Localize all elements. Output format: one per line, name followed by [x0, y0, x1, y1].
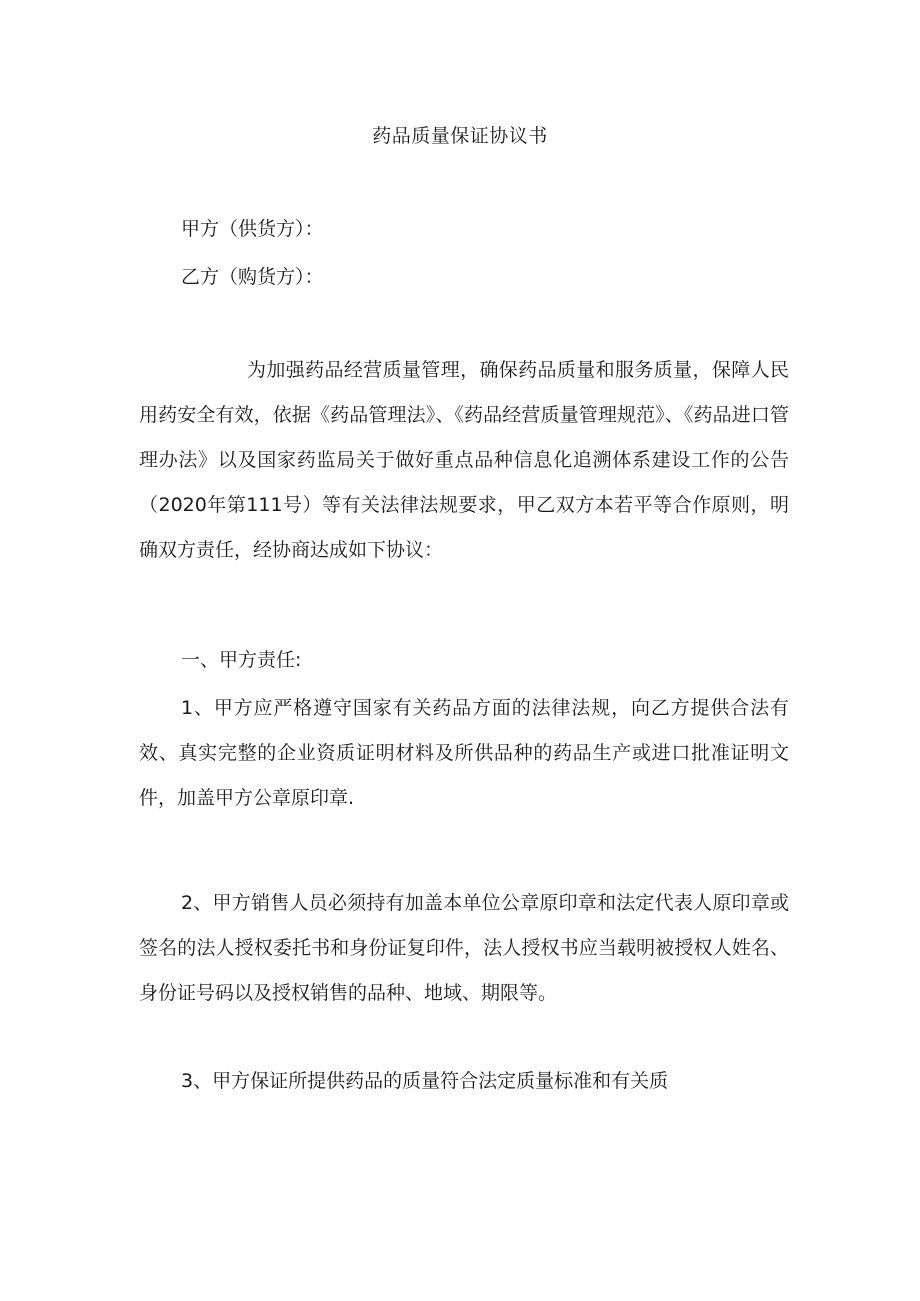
- clause-item-2: 2、甲方销售人员必须持有加盖本单位公章原印章和法定代表人原印章或签名的法人授权委托书和身份证复印件，法人授权书应当载明被授权人姓名、身份证号码以及授权销售的品种、地域、期限等。: [139, 892, 789, 1004]
- section-heading-party-a-responsibility: 一、甲方责任:: [181, 649, 302, 671]
- clause-item-1: 1、甲方应严格遵守国家有关药品方面的法律法规，向乙方提供合法有效、真实完整的企业资质证明材料及所供品种的药品生产或进口批准证明文件，加盖甲方公章原印章.: [139, 697, 789, 809]
- party-a-label: 甲方（供货方）：: [181, 218, 324, 240]
- party-b-label: 乙方（购货方）：: [181, 266, 324, 288]
- clause-item-3: 3、甲方保证所提供药品的质量符合法定质量标准和有关质: [181, 1070, 669, 1092]
- document-title: 药品质量保证协议书: [372, 125, 548, 147]
- intro-paragraph: 为加强药品经营质量管理，确保药品质量和服务质量，保障人民用药安全有效，依据《药品管理法》、《药品经营质量管理规范》、《药品进口管理办法》以及国家药监局关于做好重点品种信息化追溯体系建设工作的公告（2020年第111号）等有关法律法规要求，甲乙双方本若平等合作原则，明确双方责任，经协商达成如下协议：: [139, 359, 789, 561]
